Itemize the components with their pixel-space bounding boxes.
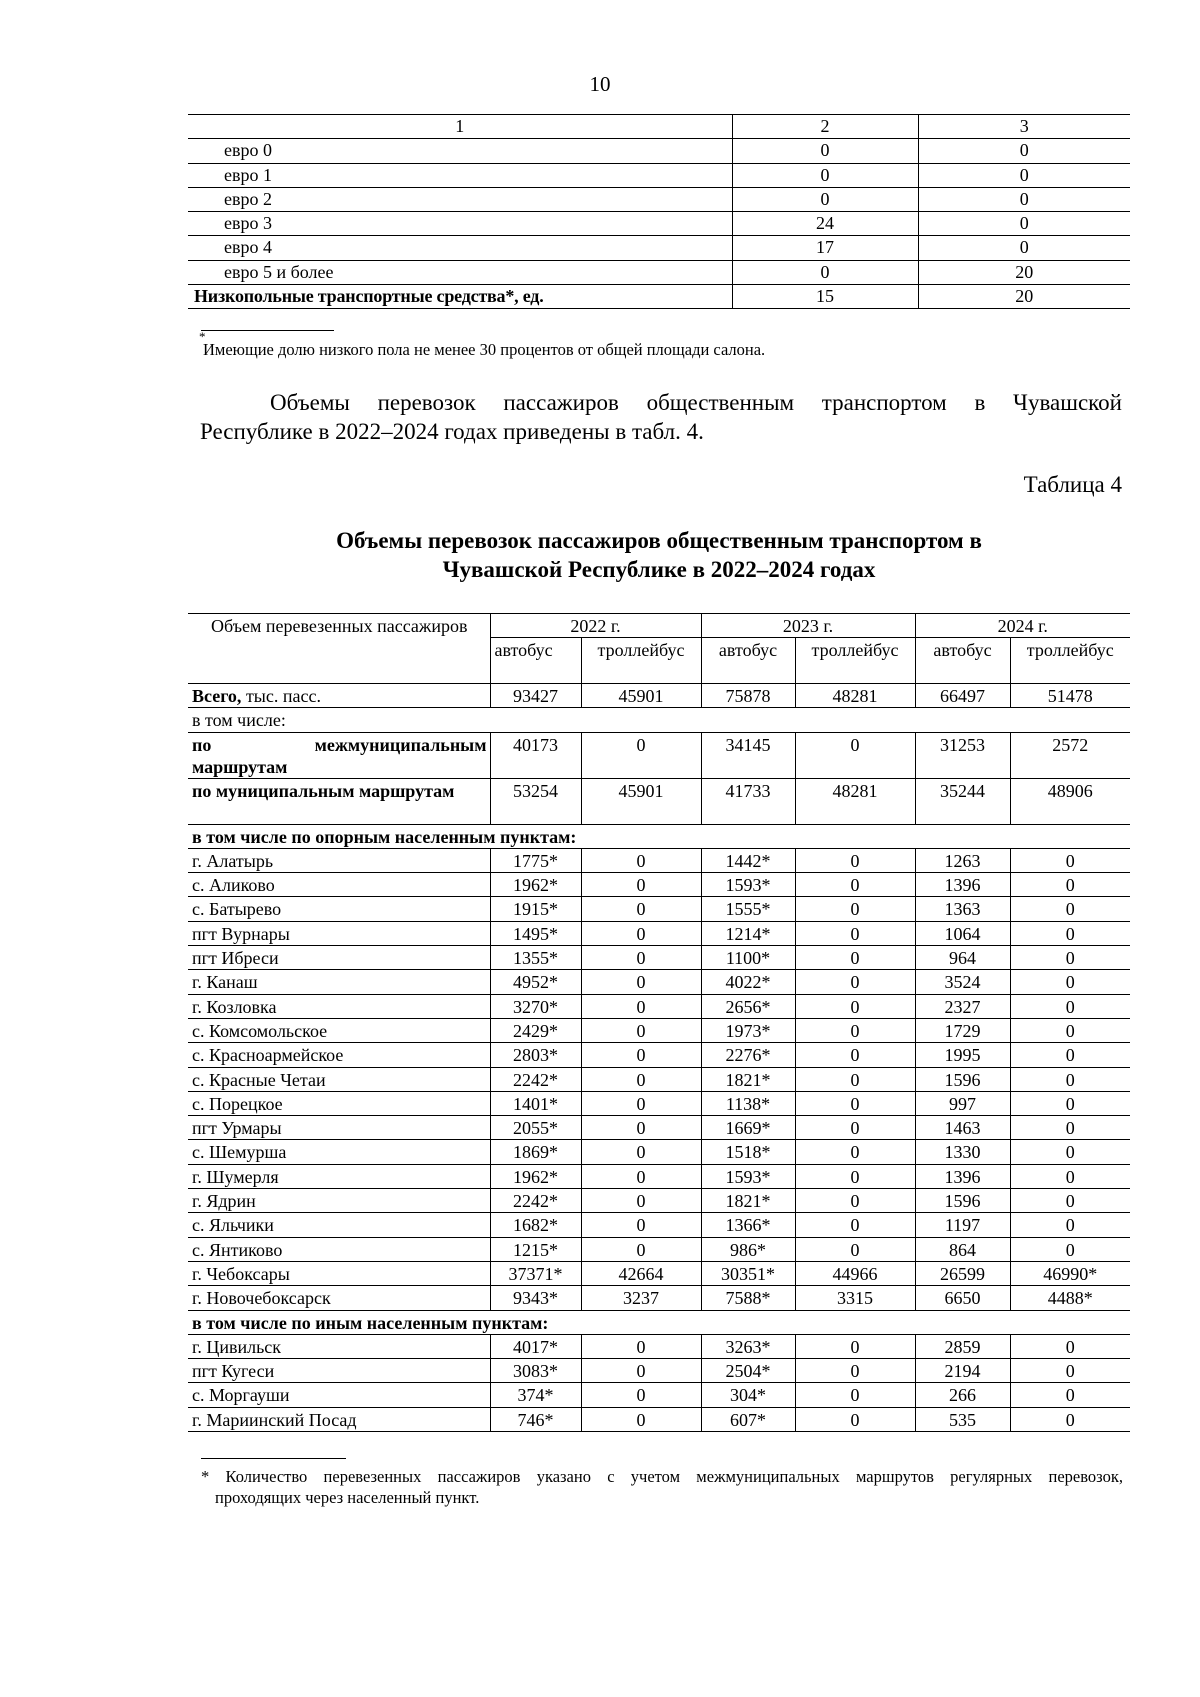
- cell: 3315: [795, 1286, 915, 1310]
- cell: 0: [1010, 1237, 1130, 1261]
- table-row: [188, 1164, 1130, 1188]
- cell: 0: [581, 1043, 701, 1067]
- cell: 45901: [581, 684, 701, 708]
- row-label: евро 1: [188, 163, 732, 187]
- cell: 1821*: [701, 1189, 795, 1213]
- cell: 66497: [915, 684, 1010, 708]
- cell: 0: [795, 1067, 915, 1091]
- cell: 2656*: [701, 994, 795, 1018]
- settlement-name: г. Шумерля: [188, 1164, 490, 1188]
- cell: 0: [1010, 1018, 1130, 1042]
- cell: 2504*: [701, 1359, 795, 1383]
- cell: 1596: [915, 1067, 1010, 1091]
- cell: 0: [795, 897, 915, 921]
- subheader-bus: автобус: [490, 638, 581, 684]
- cell: 0: [918, 187, 1130, 211]
- total-label-bold: Всего,: [192, 686, 242, 706]
- table-row: [188, 1043, 1130, 1067]
- settlement-name: г. Козловка: [188, 994, 490, 1018]
- cell: 0: [1010, 1164, 1130, 1188]
- cell: 1138*: [701, 1091, 795, 1115]
- cell: 1355*: [490, 946, 581, 970]
- cell: 1396: [915, 873, 1010, 897]
- cell: 48281: [795, 684, 915, 708]
- previous-table-continuation: [188, 114, 1130, 309]
- cell: 607*: [701, 1407, 795, 1431]
- settlement-name: г. Мариинский Посад: [188, 1407, 490, 1431]
- cell: 6650: [915, 1286, 1010, 1310]
- cell: 0: [581, 1407, 701, 1431]
- table-row: [188, 260, 1130, 284]
- cell: 0: [795, 1359, 915, 1383]
- cell: 20: [918, 260, 1130, 284]
- cell: 0: [581, 732, 701, 778]
- paragraph-line-2: Республике в 2022–2024 годах приведены в табл. 4.: [200, 419, 704, 444]
- cell: 0: [732, 187, 918, 211]
- cell: 1214*: [701, 921, 795, 945]
- cell: 0: [581, 897, 701, 921]
- cell: 0: [581, 1237, 701, 1261]
- table-row: [188, 163, 1130, 187]
- cell: 0: [581, 1116, 701, 1140]
- cell: 3524: [915, 970, 1010, 994]
- cell: 1593*: [701, 1164, 795, 1188]
- year-2024: 2024 г.: [915, 614, 1130, 638]
- cell: 0: [795, 1164, 915, 1188]
- table-row: [188, 897, 1130, 921]
- cell: 0: [581, 1359, 701, 1383]
- row-label: евро 4: [188, 236, 732, 260]
- cell: 0: [1010, 1359, 1130, 1383]
- settlement-name: г. Чебоксары: [188, 1261, 490, 1285]
- cell: 3083*: [490, 1359, 581, 1383]
- cell: 0: [1010, 1189, 1130, 1213]
- other-rows: [188, 1334, 1130, 1431]
- table-label: Таблица 4: [1023, 472, 1122, 497]
- cell: 0: [1010, 1116, 1130, 1140]
- table-row-lowfloor: [188, 285, 1130, 309]
- year-header-row: [188, 614, 1130, 638]
- table-row: [188, 1359, 1130, 1383]
- cell: 2859: [915, 1334, 1010, 1358]
- settlement-name: с. Красноармейское: [188, 1043, 490, 1067]
- year-2023: 2023 г.: [701, 614, 915, 638]
- cell: 0: [732, 260, 918, 284]
- row-label: Низкопольные транспортные средства*, ед.: [188, 285, 732, 309]
- table-row: [188, 1407, 1130, 1431]
- cell: 1330: [915, 1140, 1010, 1164]
- total-label-unit: тыс. пасс.: [241, 686, 321, 706]
- municipal-label: по муниципальным маршрутам: [188, 778, 490, 824]
- cell: 0: [1010, 946, 1130, 970]
- cell: 1442*: [701, 848, 795, 872]
- cell: 746*: [490, 1407, 581, 1431]
- settlement-name: с. Порецкое: [188, 1091, 490, 1115]
- cell: 0: [795, 1189, 915, 1213]
- table-row: [188, 1067, 1130, 1091]
- settlement-name: г. Цивильск: [188, 1334, 490, 1358]
- table-row: [188, 1140, 1130, 1164]
- col-header-2: 2: [732, 115, 918, 139]
- footnote-rule: [201, 330, 334, 331]
- settlement-name: с. Батырево: [188, 897, 490, 921]
- cell: 0: [581, 921, 701, 945]
- row-label: евро 3: [188, 212, 732, 236]
- row-label: евро 0: [188, 139, 732, 163]
- settlement-name: с. Красные Четаи: [188, 1067, 490, 1091]
- cell: 0: [1010, 1213, 1130, 1237]
- cell: 0: [581, 1189, 701, 1213]
- cell: 2055*: [490, 1116, 581, 1140]
- cell: 26599: [915, 1261, 1010, 1285]
- settlement-name: с. Аликово: [188, 873, 490, 897]
- passenger-volume-table: [188, 613, 1130, 1432]
- cell: 0: [1010, 1334, 1130, 1358]
- cell: 2327: [915, 994, 1010, 1018]
- cell: 2276*: [701, 1043, 795, 1067]
- cell: 20: [918, 285, 1130, 309]
- cell: 1596: [915, 1189, 1010, 1213]
- table-row: [188, 1334, 1130, 1358]
- cell: 37371*: [490, 1261, 581, 1285]
- table-header-row: [188, 115, 1130, 139]
- cell: 1682*: [490, 1213, 581, 1237]
- cell: 304*: [701, 1383, 795, 1407]
- footnote-lowfloor: [199, 329, 766, 360]
- cell: 0: [795, 1213, 915, 1237]
- including-row: [188, 708, 1130, 732]
- cell: 1100*: [701, 946, 795, 970]
- table-row: [188, 946, 1130, 970]
- section-other-label: в том числе по иным населенным пунктам:: [188, 1310, 1130, 1334]
- row-header: Объем перевезенных пассажиров: [188, 614, 490, 684]
- cell: 0: [581, 946, 701, 970]
- settlement-name: г. Канаш: [188, 970, 490, 994]
- cell: 3270*: [490, 994, 581, 1018]
- cell: 1729: [915, 1018, 1010, 1042]
- settlement-name: пгт Кугеси: [188, 1359, 490, 1383]
- cell: 0: [795, 1018, 915, 1042]
- cell: 2194: [915, 1359, 1010, 1383]
- cell: 17: [732, 236, 918, 260]
- cell: 535: [915, 1407, 1010, 1431]
- cell: 2242*: [490, 1189, 581, 1213]
- footnote-line-2: проходящих через населенный пункт.: [215, 1488, 480, 1507]
- cell: 30351*: [701, 1261, 795, 1285]
- cell: 15: [732, 285, 918, 309]
- cell: 1197: [915, 1213, 1010, 1237]
- cell: 1215*: [490, 1237, 581, 1261]
- footnote-text: Имеющие долю низкого пола не менее 30 процентов от общей площади салона.: [203, 340, 766, 359]
- total-label: [188, 684, 490, 708]
- cell: 997: [915, 1091, 1010, 1115]
- cell: 0: [918, 163, 1130, 187]
- footnote-line-1: * Количество перевезенных пассажиров указано с учетом межмуниципальных маршрутов регулярных перевозок,: [201, 1467, 1123, 1486]
- table-row: [188, 1189, 1130, 1213]
- table-row: [188, 187, 1130, 211]
- cell: 0: [732, 163, 918, 187]
- row-label: евро 5 и более: [188, 260, 732, 284]
- cell: 1463: [915, 1116, 1010, 1140]
- body-paragraph: [200, 388, 1122, 446]
- cell: 0: [581, 1140, 701, 1164]
- table-row: [188, 1261, 1130, 1285]
- row-label: евро 2: [188, 187, 732, 211]
- settlement-name: с. Шемурша: [188, 1140, 490, 1164]
- cell: 35244: [915, 778, 1010, 824]
- settlement-name: с. Моргауши: [188, 1383, 490, 1407]
- cell: 45901: [581, 778, 701, 824]
- cell: 4952*: [490, 970, 581, 994]
- cell: 4022*: [701, 970, 795, 994]
- cell: 1518*: [701, 1140, 795, 1164]
- cell: 44966: [795, 1261, 915, 1285]
- table-title-line-1: Объемы перевозок пассажиров общественным транспортом в: [336, 528, 982, 553]
- cell: 0: [1010, 1067, 1130, 1091]
- cell: 0: [918, 236, 1130, 260]
- cell: 0: [581, 1334, 701, 1358]
- cell: 0: [795, 848, 915, 872]
- cell: 1821*: [701, 1067, 795, 1091]
- settlement-name: г. Новочебоксарск: [188, 1286, 490, 1310]
- paragraph-line-1: Объемы перевозок пассажиров общественным транспортом в Чувашской: [270, 390, 1122, 415]
- cell: 0: [1010, 1140, 1130, 1164]
- cell: 0: [795, 994, 915, 1018]
- settlement-name: г. Алатырь: [188, 848, 490, 872]
- cell: 75878: [701, 684, 795, 708]
- cell: 0: [1010, 1383, 1130, 1407]
- cell: 0: [795, 946, 915, 970]
- table-row: [188, 1091, 1130, 1115]
- cell: 0: [581, 970, 701, 994]
- cell: 24: [732, 212, 918, 236]
- cell: 0: [795, 1116, 915, 1140]
- cell: 41733: [701, 778, 795, 824]
- cell: 0: [581, 1018, 701, 1042]
- cell: 0: [581, 848, 701, 872]
- settlement-name: с. Яльчики: [188, 1213, 490, 1237]
- including-label: в том числе:: [188, 708, 1130, 732]
- cell: 1669*: [701, 1116, 795, 1140]
- section-core-row: [188, 824, 1130, 848]
- cell: 0: [795, 1334, 915, 1358]
- table-title: [188, 526, 1130, 584]
- table-row: [188, 1213, 1130, 1237]
- table-row: [188, 970, 1130, 994]
- page-number: 10: [589, 72, 611, 96]
- cell: 0: [795, 1383, 915, 1407]
- cell: 2803*: [490, 1043, 581, 1067]
- table-row: [188, 994, 1130, 1018]
- cell: 2242*: [490, 1067, 581, 1091]
- cell: 0: [1010, 1043, 1130, 1067]
- col-header-1: 1: [188, 115, 732, 139]
- table-row: [188, 873, 1130, 897]
- cell: 1869*: [490, 1140, 581, 1164]
- settlement-name: пгт Вурнары: [188, 921, 490, 945]
- table-row: [188, 1018, 1130, 1042]
- cell: 0: [1010, 994, 1130, 1018]
- col-header-3: 3: [918, 115, 1130, 139]
- cell: 48906: [1010, 778, 1130, 824]
- cell: 1366*: [701, 1213, 795, 1237]
- cell: 3263*: [701, 1334, 795, 1358]
- table-row: [188, 1383, 1130, 1407]
- settlement-name: с. Янтиково: [188, 1237, 490, 1261]
- cell: 1775*: [490, 848, 581, 872]
- cell: 0: [795, 1237, 915, 1261]
- cell: 0: [581, 1091, 701, 1115]
- cell: 7588*: [701, 1286, 795, 1310]
- cell: 0: [795, 970, 915, 994]
- year-2022: 2022 г.: [490, 614, 701, 638]
- settlement-name: пгт Ибреси: [188, 946, 490, 970]
- cell: 0: [795, 1407, 915, 1431]
- table-title-line-2: Чувашской Республике в 2022–2024 годах: [442, 557, 876, 582]
- section-other-row: [188, 1310, 1130, 1334]
- cell: 0: [581, 873, 701, 897]
- intermunicipal-label: по межмуниципальным маршрутам: [188, 732, 490, 778]
- cell: 0: [1010, 921, 1130, 945]
- cell: 0: [1010, 873, 1130, 897]
- cell: 3237: [581, 1286, 701, 1310]
- cell: 2429*: [490, 1018, 581, 1042]
- cell: 0: [918, 139, 1130, 163]
- table-row: [188, 1237, 1130, 1261]
- cell: 0: [795, 1140, 915, 1164]
- table-row: [188, 236, 1130, 260]
- subheader-bus: автобус: [915, 638, 1010, 684]
- cell: 48281: [795, 778, 915, 824]
- cell: 1401*: [490, 1091, 581, 1115]
- cell: 1962*: [490, 873, 581, 897]
- cell: 0: [581, 1067, 701, 1091]
- cell: 0: [1010, 1091, 1130, 1115]
- settlement-name: с. Комсомольское: [188, 1018, 490, 1042]
- table-row: [188, 212, 1130, 236]
- cell: 0: [581, 1383, 701, 1407]
- cell: 0: [1010, 1407, 1130, 1431]
- cell: 1973*: [701, 1018, 795, 1042]
- cell: 4488*: [1010, 1286, 1130, 1310]
- table-row: [188, 848, 1130, 872]
- cell: 1064: [915, 921, 1010, 945]
- subheader-trolleybus: троллейбус: [795, 638, 915, 684]
- cell: 864: [915, 1237, 1010, 1261]
- cell: 1593*: [701, 873, 795, 897]
- cell: 374*: [490, 1383, 581, 1407]
- cell: 1962*: [490, 1164, 581, 1188]
- settlement-name: г. Ядрин: [188, 1189, 490, 1213]
- settlement-name: пгт Урмары: [188, 1116, 490, 1140]
- cell: 1396: [915, 1164, 1010, 1188]
- section-core-label: в том числе по опорным населенным пунктам:: [188, 824, 1130, 848]
- cell: 53254: [490, 778, 581, 824]
- cell: 0: [795, 873, 915, 897]
- cell: 1555*: [701, 897, 795, 921]
- cell: 0: [795, 1043, 915, 1067]
- cell: 0: [795, 732, 915, 778]
- cell: 0: [732, 139, 918, 163]
- cell: 51478: [1010, 684, 1130, 708]
- cell: 1495*: [490, 921, 581, 945]
- table-row: [188, 921, 1130, 945]
- cell: 2572: [1010, 732, 1130, 778]
- cell: 0: [795, 1091, 915, 1115]
- cell: 1995: [915, 1043, 1010, 1067]
- footnote-marker: *: [199, 329, 206, 344]
- core-rows: [188, 848, 1130, 1310]
- cell: 1363: [915, 897, 1010, 921]
- cell: 31253: [915, 732, 1010, 778]
- cell: 0: [581, 1213, 701, 1237]
- cell: 0: [581, 1164, 701, 1188]
- cell: 40173: [490, 732, 581, 778]
- cell: 4017*: [490, 1334, 581, 1358]
- cell: 964: [915, 946, 1010, 970]
- cell: 1915*: [490, 897, 581, 921]
- subheader-bus: автобус: [701, 638, 795, 684]
- cell: 42664: [581, 1261, 701, 1285]
- cell: 0: [581, 994, 701, 1018]
- total-row: [188, 684, 1130, 708]
- municipal-row: [188, 778, 1130, 824]
- cell: 0: [918, 212, 1130, 236]
- table-row: [188, 1286, 1130, 1310]
- table-row: [188, 1116, 1130, 1140]
- intermunicipal-row: [188, 732, 1130, 778]
- cell: 0: [1010, 970, 1130, 994]
- cell: 266: [915, 1383, 1010, 1407]
- cell: 34145: [701, 732, 795, 778]
- footnote-passengers: [201, 1466, 1123, 1508]
- subheader-trolleybus: троллейбус: [581, 638, 701, 684]
- cell: 0: [1010, 848, 1130, 872]
- cell: 0: [1010, 897, 1130, 921]
- footnote-rule-2: [201, 1458, 346, 1459]
- cell: 46990*: [1010, 1261, 1130, 1285]
- table-row: [188, 139, 1130, 163]
- subheader-trolleybus: троллейбус: [1010, 638, 1130, 684]
- cell: 93427: [490, 684, 581, 708]
- cell: 986*: [701, 1237, 795, 1261]
- cell: 0: [795, 921, 915, 945]
- cell: 1263: [915, 848, 1010, 872]
- cell: 9343*: [490, 1286, 581, 1310]
